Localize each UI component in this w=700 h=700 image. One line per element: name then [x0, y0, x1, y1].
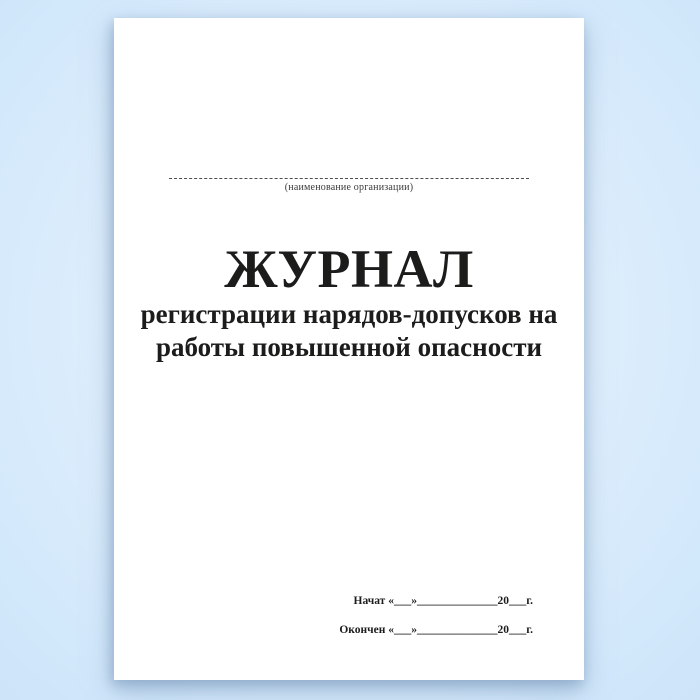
- dates-block: [339, 595, 533, 636]
- finished-date-field: Окончен «___»______________20___г.: [339, 624, 533, 636]
- journal-subtitle-line-1: регистрации нарядов-допусков на: [140, 299, 558, 330]
- journal-cover-page: [114, 18, 584, 680]
- journal-subtitle-line-2: работы повышенной опасности: [155, 331, 543, 362]
- organization-name-block: [169, 178, 529, 193]
- organization-name-blank-line: [169, 178, 529, 179]
- title-block: [114, 241, 584, 362]
- started-date-field: Начат «___»______________20___г.: [353, 595, 533, 607]
- organization-caption: (наименование организации): [284, 182, 414, 193]
- journal-title: ЖУРНАЛ: [224, 239, 474, 299]
